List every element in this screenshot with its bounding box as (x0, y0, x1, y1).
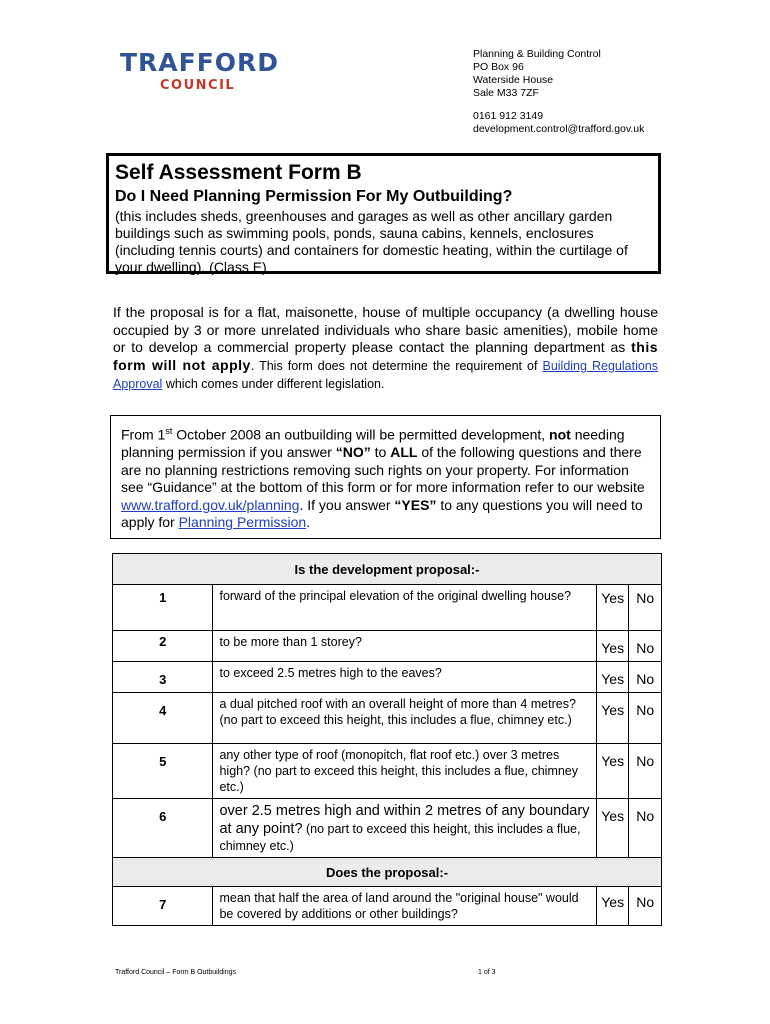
no-option[interactable]: No (636, 894, 655, 910)
section-header: Does the proposal:- (113, 858, 662, 887)
planning-permission-link[interactable]: Planning Permission (178, 514, 307, 531)
yes-option[interactable]: Yes (601, 808, 625, 824)
yes-option[interactable]: Yes (601, 702, 625, 718)
section-header: Is the development proposal:- (113, 554, 662, 585)
logo-trafford: TRAFFORD (120, 48, 280, 77)
no-option[interactable]: No (636, 753, 655, 769)
table-row: 3 to exceed 2.5 metres high to the eaves? Yes No (113, 662, 662, 693)
intro-bold: this form will not apply (113, 339, 658, 373)
address-line: Waterside House (473, 74, 554, 86)
page-title: Self Assessment Form B (115, 161, 362, 184)
questions-table (112, 553, 662, 926)
intro-paragraph: If the proposal is for a flat, maisonette, house of multiple occupancy (a dwelling house occupied by 3 or more unrelated individuals who share basic amenities), mobile home or to develop a commercial property please contact the planning department as this form will not apply. This form does not determine the requirement of Building Regulations Approval which comes under different legislation. (113, 304, 659, 391)
trafford-council-logo (120, 50, 279, 93)
info-box: From 1st October 2008 an outbuilding will be permitted development, not needing planning permission if you answer “NO” to ALL of the following questions and there are no planning restrictions removing such rights on your property. For information see “Guidance” at the bottom of this form or for more information refer to our website www.trafford.gov.uk/planning. If you answer “YES” to any questions you will need to apply for Planning Permission. (110, 415, 661, 539)
title-box (106, 153, 661, 274)
yes-option[interactable]: Yes (601, 640, 625, 656)
yes-option[interactable]: Yes (601, 753, 625, 769)
address-line: PO Box 96 (473, 61, 524, 73)
no-option[interactable]: No (636, 671, 655, 687)
trafford-planning-link[interactable]: www.trafford.gov.uk/planning (121, 496, 300, 513)
address-line: Planning & Building Control (473, 48, 601, 60)
yes-option[interactable]: Yes (601, 590, 625, 606)
table-row: 4 a dual pitched roof with an overall height of more than 4 metres? (no part to exceed this height, this includes a flue, chimney etc.) Yes No (113, 693, 662, 744)
table-row: 5 any other type of roof (monopitch, flat roof etc.) over 3 metres high? (no part to exceed this height, this includes a flue, chimney etc.) Yes No (113, 744, 662, 799)
table-row: 1 forward of the principal elevation of the original dwelling house? Yes No (113, 585, 662, 631)
footer-title: Trafford Council – Form B Outbuildings (115, 969, 236, 976)
no-option[interactable]: No (636, 702, 655, 718)
no-option[interactable]: No (636, 808, 655, 824)
title-description: (this includes sheds, greenhouses and garages as well as other ancillary garden buildings such as swimming pools, ponds, sauna cabins, kennels, enclosures (including tennis courts) and containers for domestic heating, within the curtilage of your dwelling). (Class E) (115, 208, 628, 275)
phone-number: 0161 912 3149 (473, 110, 544, 122)
table-row: 2 to be more than 1 storey? Yes No (113, 631, 662, 662)
logo-council: COUNCIL (160, 78, 236, 93)
page-subtitle: Do I Need Planning Permission For My Outbuilding? (115, 188, 513, 205)
email-address: development.control@trafford.gov.uk (473, 123, 645, 135)
yes-option[interactable]: Yes (601, 671, 625, 687)
address-line: Sale M33 7ZF (473, 87, 539, 99)
building-regulations-link[interactable]: Building Regulations Approval (113, 358, 659, 391)
address-block (473, 48, 644, 136)
page-number: 1 of 3 (478, 969, 496, 976)
yes-option[interactable]: Yes (601, 894, 625, 910)
table-row: 7 mean that half the area of land around the "original house" would be covered by additions or other buildings? Yes No (113, 887, 662, 926)
no-option[interactable]: No (636, 590, 655, 606)
no-option[interactable]: No (636, 640, 655, 656)
table-row: 6 over 2.5 metres high and within 2 metres of any boundary at any point? (no part to exceed this height, this includes a flue, chimney etc.) Yes No (113, 799, 662, 858)
